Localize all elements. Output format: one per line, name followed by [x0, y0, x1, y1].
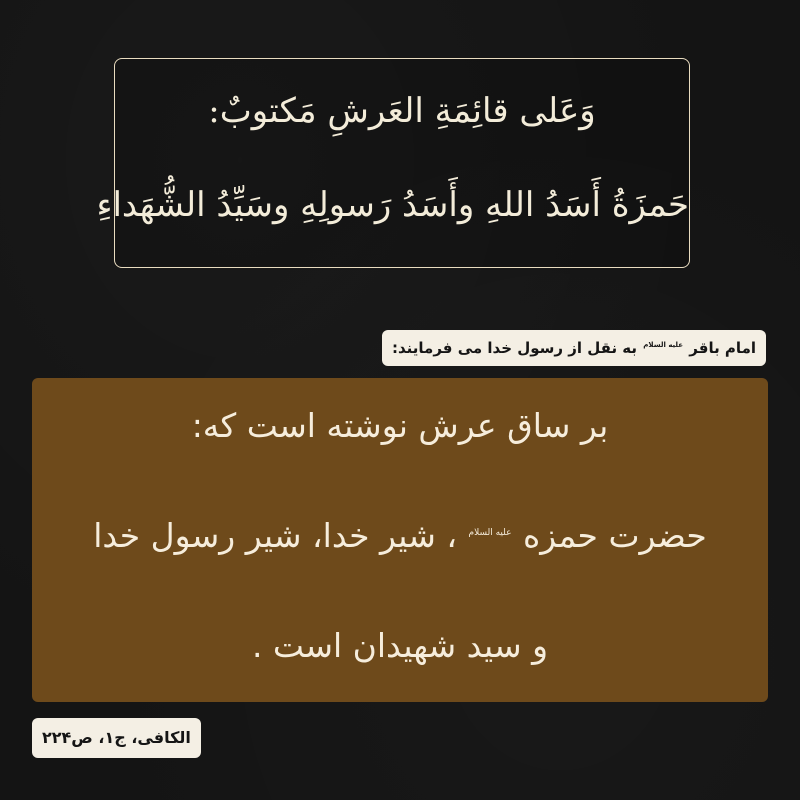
narrator-name: امام باقر	[689, 339, 756, 357]
arabic-quote-line-2: حَمزَةُ أَسَدُ اللهِ وأَسَدُ رَسولِهِ وسَيِّدُ الشُّهَداءِ	[96, 185, 689, 225]
narrator-honorific: علیه السلام	[643, 341, 684, 349]
arabic-quote-line-1: وَعَلى قائِمَةِ العَرشِ مَكتوبٌ:	[208, 91, 596, 131]
translation-honorific: علیه السلام	[468, 528, 512, 538]
narrator-intro: به نقل از رسول خدا می فرمایند:	[392, 339, 638, 357]
source-citation: الکافی، ج۱، ص۲۲۴	[32, 718, 201, 758]
translation-line-2	[32, 512, 768, 560]
narrator-label	[382, 330, 766, 366]
translation-line-3: و سید شهیدان است .	[251, 626, 549, 665]
translation-line-1: بر ساق عرش نوشته است که:	[191, 406, 609, 445]
translation-panel	[32, 378, 768, 702]
arabic-quote-frame	[96, 58, 690, 268]
translation-line-2-end: ، شیر خدا، شیر رسول خدا	[93, 516, 458, 555]
translation-line-2-start: حضرت حمزه	[522, 516, 707, 555]
